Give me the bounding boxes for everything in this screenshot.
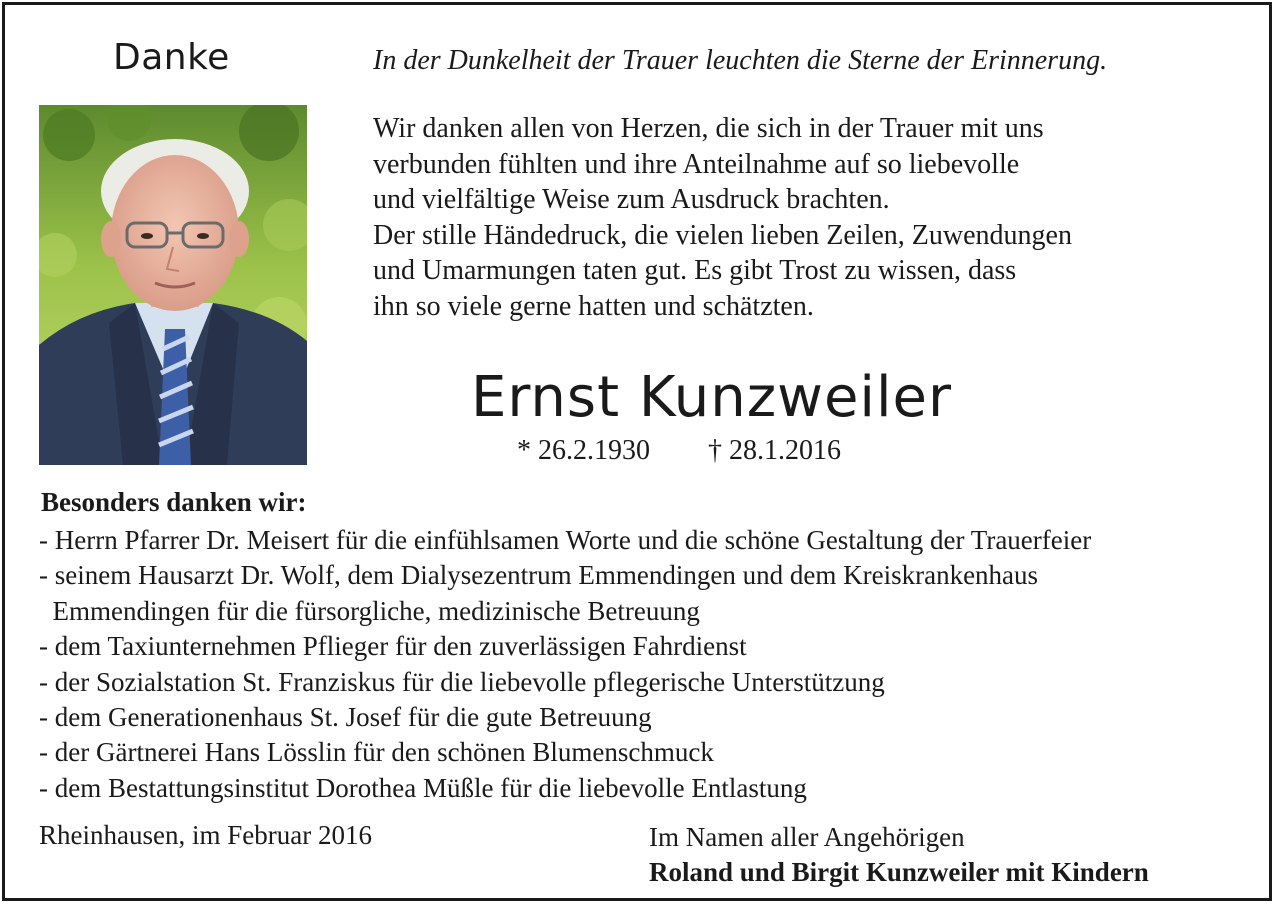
thanks-line: und vielfältige Weise zum Ausdruck brachten. xyxy=(373,184,890,215)
special-thanks-title: Besonders danken wir: xyxy=(41,487,307,517)
place-and-date: Rheinhausen, im Februar 2016 xyxy=(39,820,372,850)
deceased-name: Ernst Kunzweiler xyxy=(471,365,953,430)
special-thanks-line: - dem Generationenhaus St. Josef für die gute Betreuung xyxy=(39,702,652,733)
thanks-line: verbunden fühlten und ihre Anteilnahme auf so liebevolle xyxy=(373,148,1020,180)
thanks-line: Wir danken allen von Herzen, die sich in der Trauer mit uns xyxy=(373,113,1044,144)
portrait-photo xyxy=(39,105,307,465)
family-signature-block xyxy=(649,820,1149,890)
motto-quote: In der Dunkelheit der Trauer leuchten die Sterne der Erinnerung. xyxy=(373,45,1108,76)
obituary-card xyxy=(2,2,1272,901)
birth-date: * 26.2.1930 xyxy=(517,435,650,466)
life-dates xyxy=(517,435,841,467)
heading-danke: Danke xyxy=(113,37,230,78)
special-thanks-line: - seinem Hausarzt Dr. Wolf, dem Dialysezentrum Emmendingen und dem Kreiskrankenhaus xyxy=(39,560,1039,591)
special-thanks-line: - dem Bestattungsinstitut Dorothea Müßle für die liebevolle Entlastung xyxy=(39,772,807,803)
death-date: † 28.1.2016 xyxy=(708,435,841,466)
special-thanks-line: - Herrn Pfarrer Dr. Meisert für die einfühlsamen Worte und die schöne Gestaltung der Trauerfeier xyxy=(39,525,1092,555)
special-thanks-line: - dem Taxiunternehmen Pflieger für den zuverlässigen Fahrdienst xyxy=(39,631,747,662)
family-signature: Roland und Birgit Kunzweiler mit Kindern xyxy=(649,857,1149,887)
special-thanks-list xyxy=(39,523,1091,806)
thanks-paragraph xyxy=(373,111,1072,324)
special-thanks-line: Emmendingen für die fürsorgliche, medizinische Betreuung xyxy=(39,595,700,626)
special-thanks-line: - der Sozialstation St. Franziskus für die liebevolle pflegerische Unterstützung xyxy=(39,666,885,697)
special-thanks-line: - der Gärtnerei Hans Lösslin für den schönen Blumenschmuck xyxy=(39,737,714,768)
thanks-line: Der stille Händedruck, die vielen lieben Zeilen, Zuwendungen xyxy=(373,219,1072,251)
thanks-line: und Umarmungen taten gut. Es gibt Trost zu wissen, dass xyxy=(373,255,1017,286)
thanks-line: ihn so viele gerne hatten und schätzten. xyxy=(373,290,814,322)
on-behalf-line: Im Namen aller Angehörigen xyxy=(649,822,965,852)
